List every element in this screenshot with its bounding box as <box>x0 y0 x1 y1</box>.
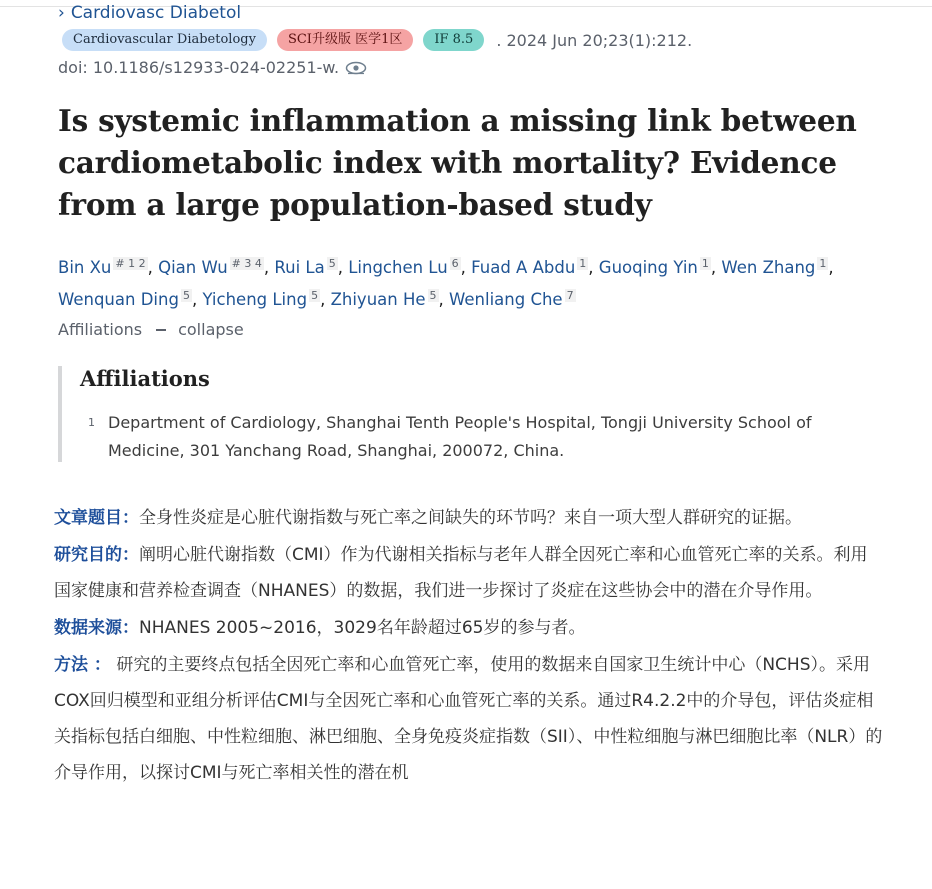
eye-icon[interactable] <box>345 61 367 75</box>
affiliations-toggle-label: Affiliations <box>58 320 143 339</box>
author-affiliation-sup[interactable]: 5 <box>311 289 319 302</box>
author-name[interactable]: Bin Xu <box>58 258 112 277</box>
author-affiliation-sup[interactable]: 1 <box>819 257 827 270</box>
summary-purpose-para <box>54 537 884 609</box>
author-affiliation-sup[interactable]: 5 <box>328 257 336 270</box>
author-link[interactable] <box>449 290 576 309</box>
author-link[interactable] <box>721 258 828 277</box>
author-affiliation-sup[interactable]: 1 <box>701 257 709 270</box>
affiliation-text: Department of Cardiology, Shanghai Tenth People's Hospital, Tongji University School of Medicine, 301 Yanchang Road, Shanghai, 200072, China. <box>108 413 812 460</box>
summary-label: 文章题目： <box>54 508 139 528</box>
author-link[interactable] <box>58 290 192 309</box>
author-link[interactable] <box>599 258 711 277</box>
author-name[interactable]: Fuad A Abdu <box>471 258 576 277</box>
author-separator: , <box>588 258 599 277</box>
summary-label: 数据来源： <box>54 618 139 638</box>
article-title: Is systemic inflammation a missing link between cardiometabolic index with mortality? Evidence from a large population-based study <box>58 103 857 222</box>
affiliations-toggle[interactable] <box>58 320 244 339</box>
author-separator: , <box>460 258 472 277</box>
journal-link[interactable] <box>58 3 241 23</box>
doi-row <box>58 58 367 77</box>
summary-text: 全身性炎症是心脏代谢指数与死亡率之间缺失的环节吗？来自一项大型人群研究的证据。 <box>139 508 802 528</box>
chinese-summary <box>54 500 884 792</box>
author-separator: , <box>337 258 349 277</box>
author-name[interactable]: Zhiyuan He <box>330 290 426 309</box>
author-separator: , <box>438 290 450 309</box>
author-separator: , <box>320 290 331 309</box>
journal-name[interactable]: Cardiovasc Diabetol <box>70 3 242 23</box>
author-name[interactable]: Wen Zhang <box>721 258 816 277</box>
author-link[interactable] <box>331 290 439 309</box>
author-link[interactable] <box>202 290 320 309</box>
collapse-link[interactable]: collapse <box>178 320 244 339</box>
summary-source-para <box>54 610 884 646</box>
summary-label: 方法 ： <box>54 655 111 675</box>
author-affiliation-sup[interactable]: 5 <box>429 289 437 302</box>
author-separator: , <box>710 258 722 277</box>
author-affiliation-sup[interactable]: 7 <box>566 289 574 302</box>
author-affiliation-sup[interactable]: # 3 4 <box>231 257 262 270</box>
author-list <box>58 250 918 314</box>
author-separator: , <box>147 258 159 277</box>
author-name[interactable]: Wenquan Ding <box>58 290 179 309</box>
summary-text: 研究的主要终点包括全因死亡率和心血管死亡率，使用的数据来自国家卫生统计中心（NCHS）。采用COX回归模型和亚组分析评估CMI与全因死亡率和心血管死亡率的关系。通过R4.2.2中的介导包，评估炎症相关指标包括白细胞、中性粒细胞、淋巴细胞、全身免疫炎症指数（SII）、中性粒细胞与淋巴细胞比率（NLR）的介导作用，以探讨CMI与死亡率相关性的潜在机 <box>54 655 883 783</box>
author-link[interactable] <box>274 258 337 277</box>
author-name[interactable]: Qian Wu <box>158 258 228 277</box>
affiliation-number: 1 <box>88 416 95 429</box>
author-affiliation-sup[interactable]: # 1 2 <box>115 257 146 270</box>
affiliations-panel <box>58 366 862 462</box>
author-name[interactable]: Wenliang Che <box>449 290 563 309</box>
author-separator: , <box>828 258 834 277</box>
summary-label: 研究目的： <box>54 545 139 565</box>
author-name[interactable]: Guoqing Yin <box>598 258 698 277</box>
author-name[interactable]: Rui La <box>274 258 325 277</box>
author-link[interactable] <box>158 258 264 277</box>
author-link[interactable] <box>348 258 460 277</box>
publication-date: . 2024 Jun 20;23(1):212. <box>496 30 693 50</box>
doi-text: doi: 10.1186/s12933-024-02251-w. <box>58 58 340 77</box>
author-affiliation-sup[interactable]: 5 <box>182 289 190 302</box>
summary-text: 阐明心脏代谢指数（CMI）作为代谢相关指标与老年人群全因死亡率和心血管死亡率的关系。利用国家健康和营养检查调查（NHANES）的数据，我们进一步探讨了炎症在这些协会中的潜在介导作用。 <box>54 545 868 601</box>
meta-row <box>62 28 692 52</box>
author-separator: , <box>191 290 203 309</box>
summary-methods-para <box>54 647 884 791</box>
summary-title-para <box>54 500 884 536</box>
summary-text: NHANES 2005~2016，3029名年龄超过65岁的参与者。 <box>139 618 586 638</box>
author-affiliation-sup[interactable]: 1 <box>579 257 587 270</box>
author-link[interactable] <box>471 258 588 277</box>
minus-icon <box>156 329 166 331</box>
sci-rank-badge[interactable]: SCI升级版 医学1区 <box>277 29 413 51</box>
author-name[interactable]: Lingchen Lu <box>348 258 448 277</box>
author-separator: , <box>263 258 275 277</box>
author-name[interactable]: Yicheng Ling <box>202 290 308 309</box>
affiliations-heading: Affiliations <box>80 366 210 391</box>
author-link[interactable] <box>58 258 148 277</box>
chevron-right-icon: › <box>58 3 65 23</box>
journal-badge[interactable]: Cardiovascular Diabetology <box>62 29 267 51</box>
author-affiliation-sup[interactable]: 6 <box>451 257 459 270</box>
impact-factor-badge[interactable]: IF 8.5 <box>423 29 484 51</box>
